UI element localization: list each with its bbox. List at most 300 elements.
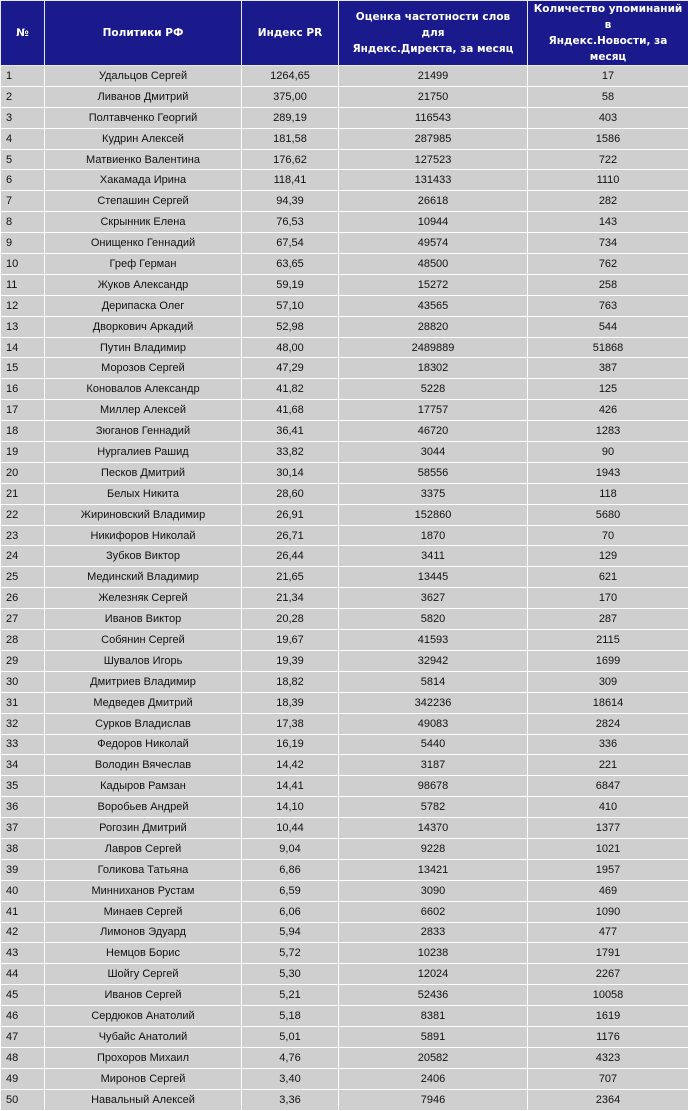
cell-word-frequency: 3627 (339, 588, 528, 609)
cell-politician: Миллер Алексей (45, 400, 242, 421)
cell-word-frequency: 12024 (339, 964, 528, 985)
cell-politician: Степашин Сергей (45, 191, 242, 212)
cell-number: 18 (1, 421, 45, 442)
cell-word-frequency: 9228 (339, 838, 528, 859)
header-news-mentions-line1: Количество упоминаний в (534, 3, 683, 31)
cell-politician: Сердюков Анатолий (45, 1006, 242, 1027)
table-row (1, 274, 688, 295)
table-row (1, 797, 688, 818)
cell-pr-index: 41,68 (242, 400, 339, 421)
cell-word-frequency: 2489889 (339, 337, 528, 358)
cell-politician: Иванов Сергей (45, 985, 242, 1006)
cell-word-frequency: 10238 (339, 943, 528, 964)
cell-number: 42 (1, 922, 45, 943)
cell-politician: Дворкович Аркадий (45, 316, 242, 337)
cell-news-mentions: 734 (528, 233, 688, 254)
cell-politician: Навальный Алексей (45, 1089, 242, 1110)
table-row (1, 671, 688, 692)
cell-politician: Путин Владимир (45, 337, 242, 358)
header-number: № (1, 1, 45, 66)
table-row (1, 630, 688, 651)
table-row (1, 316, 688, 337)
table-row (1, 692, 688, 713)
header-word-frequency-line2: Яндекс.Директа, за месяц (353, 43, 514, 55)
cell-politician: Шувалов Игорь (45, 650, 242, 671)
cell-news-mentions: 58 (528, 86, 688, 107)
header-news-mentions (528, 1, 688, 66)
cell-news-mentions: 477 (528, 922, 688, 943)
cell-number: 37 (1, 818, 45, 839)
cell-news-mentions: 621 (528, 567, 688, 588)
cell-politician: Скрынник Елена (45, 212, 242, 233)
cell-number: 49 (1, 1068, 45, 1089)
cell-politician: Мединский Владимир (45, 567, 242, 588)
cell-number: 40 (1, 880, 45, 901)
table-row (1, 734, 688, 755)
header-word-frequency-line1: Оценка частотности слов для (356, 11, 510, 39)
cell-number: 10 (1, 254, 45, 275)
cell-news-mentions: 763 (528, 295, 688, 316)
cell-number: 38 (1, 838, 45, 859)
cell-politician: Хакамада Ирина (45, 170, 242, 191)
cell-word-frequency: 1870 (339, 525, 528, 546)
cell-word-frequency: 15272 (339, 274, 528, 295)
cell-pr-index: 19,39 (242, 650, 339, 671)
cell-pr-index: 94,39 (242, 191, 339, 212)
cell-word-frequency: 21499 (339, 66, 528, 87)
cell-politician: Песков Дмитрий (45, 462, 242, 483)
table-row (1, 880, 688, 901)
cell-number: 13 (1, 316, 45, 337)
header-pr-index: Индекс PR (242, 1, 339, 66)
table-row (1, 964, 688, 985)
cell-news-mentions: 5680 (528, 504, 688, 525)
cell-word-frequency: 287985 (339, 128, 528, 149)
cell-news-mentions: 2364 (528, 1089, 688, 1110)
cell-news-mentions: 90 (528, 442, 688, 463)
cell-news-mentions: 4323 (528, 1047, 688, 1068)
cell-word-frequency: 152860 (339, 504, 528, 525)
cell-politician: Минниханов Рустам (45, 880, 242, 901)
cell-pr-index: 14,42 (242, 755, 339, 776)
cell-politician: Ливанов Дмитрий (45, 86, 242, 107)
table-row (1, 1026, 688, 1047)
cell-word-frequency: 49083 (339, 713, 528, 734)
cell-pr-index: 6,06 (242, 901, 339, 922)
table-row (1, 128, 688, 149)
cell-pr-index: 52,98 (242, 316, 339, 337)
cell-politician: Никифоров Николай (45, 525, 242, 546)
cell-word-frequency: 26618 (339, 191, 528, 212)
cell-politician: Чубайс Анатолий (45, 1026, 242, 1047)
cell-pr-index: 5,01 (242, 1026, 339, 1047)
cell-news-mentions: 1110 (528, 170, 688, 191)
cell-pr-index: 176,62 (242, 149, 339, 170)
cell-news-mentions: 18614 (528, 692, 688, 713)
cell-pr-index: 17,38 (242, 713, 339, 734)
cell-politician: Кадыров Рамзан (45, 776, 242, 797)
cell-pr-index: 181,58 (242, 128, 339, 149)
cell-pr-index: 5,94 (242, 922, 339, 943)
cell-pr-index: 4,76 (242, 1047, 339, 1068)
table-row (1, 358, 688, 379)
cell-number: 16 (1, 379, 45, 400)
cell-pr-index: 5,21 (242, 985, 339, 1006)
table-row (1, 233, 688, 254)
cell-news-mentions: 287 (528, 609, 688, 630)
cell-word-frequency: 2833 (339, 922, 528, 943)
cell-politician: Удальцов Сергей (45, 66, 242, 87)
cell-politician: Медведев Дмитрий (45, 692, 242, 713)
cell-news-mentions: 762 (528, 254, 688, 275)
cell-word-frequency: 131433 (339, 170, 528, 191)
cell-politician: Полтавченко Георгий (45, 107, 242, 128)
cell-pr-index: 21,65 (242, 567, 339, 588)
cell-politician: Дмитриев Владимир (45, 671, 242, 692)
cell-word-frequency: 18302 (339, 358, 528, 379)
cell-news-mentions: 1377 (528, 818, 688, 839)
table-row (1, 254, 688, 275)
table-row (1, 1006, 688, 1027)
table-row (1, 588, 688, 609)
cell-politician: Морозов Сергей (45, 358, 242, 379)
cell-pr-index: 19,67 (242, 630, 339, 651)
cell-news-mentions: 1283 (528, 421, 688, 442)
cell-number: 48 (1, 1047, 45, 1068)
cell-news-mentions: 2824 (528, 713, 688, 734)
cell-number: 9 (1, 233, 45, 254)
cell-number: 21 (1, 483, 45, 504)
cell-word-frequency: 52436 (339, 985, 528, 1006)
cell-number: 35 (1, 776, 45, 797)
table-row (1, 107, 688, 128)
cell-word-frequency: 5814 (339, 671, 528, 692)
table-row (1, 567, 688, 588)
cell-word-frequency: 127523 (339, 149, 528, 170)
cell-word-frequency: 3090 (339, 880, 528, 901)
cell-pr-index: 3,40 (242, 1068, 339, 1089)
cell-politician: Онищенко Геннадий (45, 233, 242, 254)
cell-number: 34 (1, 755, 45, 776)
cell-politician: Рогозин Дмитрий (45, 818, 242, 839)
cell-pr-index: 14,10 (242, 797, 339, 818)
cell-pr-index: 6,59 (242, 880, 339, 901)
cell-news-mentions: 1619 (528, 1006, 688, 1027)
cell-number: 2 (1, 86, 45, 107)
table-row (1, 1089, 688, 1110)
cell-pr-index: 118,41 (242, 170, 339, 191)
cell-news-mentions: 1791 (528, 943, 688, 964)
cell-pr-index: 5,72 (242, 943, 339, 964)
cell-pr-index: 28,60 (242, 483, 339, 504)
cell-number: 46 (1, 1006, 45, 1027)
cell-news-mentions: 118 (528, 483, 688, 504)
cell-word-frequency: 41593 (339, 630, 528, 651)
header-news-mentions-line2: Яндекс.Новости, за месяц (549, 35, 668, 63)
cell-word-frequency: 3375 (339, 483, 528, 504)
cell-pr-index: 10,44 (242, 818, 339, 839)
cell-news-mentions: 51868 (528, 337, 688, 358)
table-row (1, 1068, 688, 1089)
cell-politician: Коновалов Александр (45, 379, 242, 400)
cell-word-frequency: 43565 (339, 295, 528, 316)
table-row (1, 421, 688, 442)
cell-word-frequency: 10944 (339, 212, 528, 233)
cell-politician: Зубков Виктор (45, 546, 242, 567)
cell-number: 31 (1, 692, 45, 713)
cell-news-mentions: 70 (528, 525, 688, 546)
cell-pr-index: 26,91 (242, 504, 339, 525)
cell-pr-index: 3,36 (242, 1089, 339, 1110)
table-row (1, 985, 688, 1006)
table-row (1, 462, 688, 483)
cell-number: 39 (1, 859, 45, 880)
table-header (1, 1, 688, 66)
table-row (1, 400, 688, 421)
cell-news-mentions: 221 (528, 755, 688, 776)
cell-number: 17 (1, 400, 45, 421)
cell-number: 30 (1, 671, 45, 692)
cell-number: 1 (1, 66, 45, 87)
cell-number: 32 (1, 713, 45, 734)
cell-news-mentions: 1176 (528, 1026, 688, 1047)
cell-pr-index: 41,82 (242, 379, 339, 400)
cell-word-frequency: 5891 (339, 1026, 528, 1047)
cell-pr-index: 30,14 (242, 462, 339, 483)
cell-number: 43 (1, 943, 45, 964)
cell-news-mentions: 410 (528, 797, 688, 818)
cell-politician: Собянин Сергей (45, 630, 242, 651)
cell-word-frequency: 46720 (339, 421, 528, 442)
cell-politician: Лавров Сергей (45, 838, 242, 859)
table-row (1, 170, 688, 191)
table-row (1, 943, 688, 964)
cell-number: 6 (1, 170, 45, 191)
cell-pr-index: 48,00 (242, 337, 339, 358)
cell-politician: Матвиенко Валентина (45, 149, 242, 170)
cell-politician: Лимонов Эдуард (45, 922, 242, 943)
table-row (1, 859, 688, 880)
cell-news-mentions: 2267 (528, 964, 688, 985)
cell-politician: Нургалиев Рашид (45, 442, 242, 463)
cell-pr-index: 375,00 (242, 86, 339, 107)
cell-news-mentions: 403 (528, 107, 688, 128)
cell-pr-index: 47,29 (242, 358, 339, 379)
table-row (1, 818, 688, 839)
cell-news-mentions: 1021 (528, 838, 688, 859)
cell-politician: Минаев Сергей (45, 901, 242, 922)
cell-word-frequency: 7946 (339, 1089, 528, 1110)
cell-pr-index: 5,18 (242, 1006, 339, 1027)
cell-pr-index: 5,30 (242, 964, 339, 985)
cell-pr-index: 57,10 (242, 295, 339, 316)
cell-number: 47 (1, 1026, 45, 1047)
cell-news-mentions: 309 (528, 671, 688, 692)
cell-politician: Воробьев Андрей (45, 797, 242, 818)
table-row (1, 483, 688, 504)
cell-word-frequency: 13445 (339, 567, 528, 588)
cell-word-frequency: 342236 (339, 692, 528, 713)
cell-politician: Греф Герман (45, 254, 242, 275)
cell-word-frequency: 5440 (339, 734, 528, 755)
table-row (1, 713, 688, 734)
table-body (1, 66, 688, 1111)
cell-pr-index: 26,71 (242, 525, 339, 546)
table-row (1, 650, 688, 671)
cell-number: 7 (1, 191, 45, 212)
cell-number: 44 (1, 964, 45, 985)
cell-number: 33 (1, 734, 45, 755)
header-politician: Политики РФ (45, 1, 242, 66)
cell-politician: Дерипаска Олег (45, 295, 242, 316)
cell-word-frequency: 17757 (339, 400, 528, 421)
table-row (1, 922, 688, 943)
cell-word-frequency: 5820 (339, 609, 528, 630)
cell-number: 3 (1, 107, 45, 128)
cell-word-frequency: 3411 (339, 546, 528, 567)
cell-pr-index: 59,19 (242, 274, 339, 295)
cell-word-frequency: 21750 (339, 86, 528, 107)
cell-news-mentions: 1957 (528, 859, 688, 880)
cell-pr-index: 18,82 (242, 671, 339, 692)
cell-news-mentions: 707 (528, 1068, 688, 1089)
cell-number: 24 (1, 546, 45, 567)
cell-number: 27 (1, 609, 45, 630)
cell-politician: Иванов Виктор (45, 609, 242, 630)
cell-pr-index: 21,34 (242, 588, 339, 609)
table-row (1, 776, 688, 797)
cell-pr-index: 26,44 (242, 546, 339, 567)
cell-word-frequency: 5782 (339, 797, 528, 818)
table-row (1, 901, 688, 922)
cell-number: 14 (1, 337, 45, 358)
cell-number: 20 (1, 462, 45, 483)
cell-news-mentions: 10058 (528, 985, 688, 1006)
cell-news-mentions: 336 (528, 734, 688, 755)
cell-news-mentions: 387 (528, 358, 688, 379)
cell-politician: Шойгу Сергей (45, 964, 242, 985)
cell-word-frequency: 3044 (339, 442, 528, 463)
table-row (1, 212, 688, 233)
cell-number: 26 (1, 588, 45, 609)
cell-pr-index: 20,28 (242, 609, 339, 630)
table-row (1, 546, 688, 567)
header-row (1, 1, 688, 66)
table-row (1, 191, 688, 212)
cell-word-frequency: 3187 (339, 755, 528, 776)
cell-word-frequency: 13421 (339, 859, 528, 880)
cell-pr-index: 33,82 (242, 442, 339, 463)
cell-news-mentions: 2115 (528, 630, 688, 651)
cell-word-frequency: 58556 (339, 462, 528, 483)
cell-news-mentions: 282 (528, 191, 688, 212)
cell-politician: Прохоров Михаил (45, 1047, 242, 1068)
cell-politician: Сурков Владислав (45, 713, 242, 734)
cell-politician: Миронов Сергей (45, 1068, 242, 1089)
table-row (1, 379, 688, 400)
cell-number: 4 (1, 128, 45, 149)
cell-politician: Зюганов Геннадий (45, 421, 242, 442)
cell-news-mentions: 143 (528, 212, 688, 233)
cell-news-mentions: 544 (528, 316, 688, 337)
cell-news-mentions: 722 (528, 149, 688, 170)
cell-news-mentions: 258 (528, 274, 688, 295)
cell-pr-index: 14,41 (242, 776, 339, 797)
header-word-frequency (339, 1, 528, 66)
cell-number: 28 (1, 630, 45, 651)
cell-politician: Белых Никита (45, 483, 242, 504)
cell-news-mentions: 129 (528, 546, 688, 567)
cell-word-frequency: 48500 (339, 254, 528, 275)
cell-word-frequency: 6602 (339, 901, 528, 922)
table-row (1, 1047, 688, 1068)
cell-pr-index: 1264,65 (242, 66, 339, 87)
cell-news-mentions: 125 (528, 379, 688, 400)
cell-number: 12 (1, 295, 45, 316)
table-row (1, 609, 688, 630)
cell-number: 8 (1, 212, 45, 233)
cell-politician: Голикова Татьяна (45, 859, 242, 880)
table-row (1, 838, 688, 859)
cell-politician: Кудрин Алексей (45, 128, 242, 149)
table-row (1, 66, 688, 87)
cell-word-frequency: 98678 (339, 776, 528, 797)
cell-number: 25 (1, 567, 45, 588)
cell-politician: Жуков Александр (45, 274, 242, 295)
cell-pr-index: 36,41 (242, 421, 339, 442)
cell-news-mentions: 6847 (528, 776, 688, 797)
cell-word-frequency: 49574 (339, 233, 528, 254)
table-row (1, 525, 688, 546)
cell-word-frequency: 20582 (339, 1047, 528, 1068)
cell-news-mentions: 426 (528, 400, 688, 421)
cell-number: 45 (1, 985, 45, 1006)
table-row (1, 337, 688, 358)
cell-politician: Федоров Николай (45, 734, 242, 755)
cell-word-frequency: 28820 (339, 316, 528, 337)
cell-pr-index: 76,53 (242, 212, 339, 233)
cell-number: 19 (1, 442, 45, 463)
cell-politician: Немцов Борис (45, 943, 242, 964)
cell-pr-index: 6,86 (242, 859, 339, 880)
cell-word-frequency: 116543 (339, 107, 528, 128)
cell-number: 41 (1, 901, 45, 922)
cell-pr-index: 16,19 (242, 734, 339, 755)
cell-news-mentions: 17 (528, 66, 688, 87)
cell-politician: Володин Вячеслав (45, 755, 242, 776)
cell-news-mentions: 1090 (528, 901, 688, 922)
cell-number: 23 (1, 525, 45, 546)
cell-word-frequency: 14370 (339, 818, 528, 839)
cell-number: 29 (1, 650, 45, 671)
cell-pr-index: 18,39 (242, 692, 339, 713)
cell-word-frequency: 8381 (339, 1006, 528, 1027)
cell-politician: Железняк Сергей (45, 588, 242, 609)
cell-news-mentions: 1699 (528, 650, 688, 671)
cell-pr-index: 63,65 (242, 254, 339, 275)
table-row (1, 86, 688, 107)
cell-pr-index: 289,19 (242, 107, 339, 128)
cell-pr-index: 9,04 (242, 838, 339, 859)
cell-news-mentions: 1943 (528, 462, 688, 483)
cell-number: 36 (1, 797, 45, 818)
table-row (1, 442, 688, 463)
cell-word-frequency: 32942 (339, 650, 528, 671)
cell-news-mentions: 1586 (528, 128, 688, 149)
cell-number: 50 (1, 1089, 45, 1110)
table-row (1, 755, 688, 776)
table-row (1, 149, 688, 170)
